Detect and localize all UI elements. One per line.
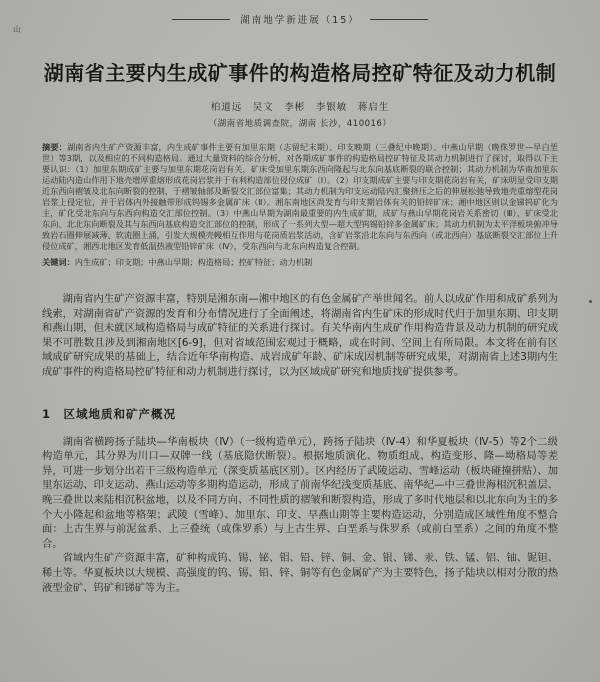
header-rule-left	[172, 19, 230, 20]
journal-title: 湖南地学新进展（15）	[240, 15, 360, 26]
section-number: 1	[42, 406, 52, 421]
scan-artifact	[589, 300, 592, 303]
header-rule-right	[370, 19, 428, 20]
authors-line: 柏道远 吴文 李彬 李银敏 蒋启生	[210, 102, 390, 113]
intro-paragraph: 湖南省内生矿产资源丰富，特别是湘东南—湘中地区的有色金属矿产举世闻名。前人以成矿作用和成矿系列为线索，对湖南省矿产资源的发育和分布情况进行了全面阐述，将湖南省内生矿床的形成时代归于加里东期、印支期和燕山期，但未就区域构造格局与成矿特征的关系进行探讨。有关华南内生成矿作用构造背景及动力机制的研究成果不可胜数且涉及到湘南地区[6-9]，但对省域范围宏观过于概略，或在时间、空间上有所局限。本文将在前有区域成矿研究成果的基础上，结合近年华南构造、成岩成矿年龄、矿床成因机制等研究成果，对湖南省上述3期内生成矿事件的构造格局控矿特征和动力机制进行探讨，以为区域成矿研究和地质找矿提供参考。	[42, 293, 558, 378]
abstract-label: 摘要：	[42, 142, 67, 152]
section-1-paragraph-1: 湖南省横跨扬子陆块—华南板块（Ⅳ）（一级构造单元），跨扬子陆块（Ⅳ-4）和华夏板块（Ⅳ-5）等2个二级构造单元，其分界为川口—双牌一线（基底隐伏断裂）。根据地质演化、物质组成、构造变形、隆—坳格局等差异，可进一步划分出若干三级构造单元（深变质基底区别）。区内经历了武陵运动、雪峰运动（板块碰撞拼贴）、加里东运动、印支运动、燕山运动等多期构造运动，形成了前南华纪浅变质基底、南华纪—中三叠世海相沉积盖层、晚三叠世以来陆相沉积盆地，以及不同方向、不同性质的褶皱和断裂构造，形成了多时代地层和以北东向为主的多个大小隆起和盆地等格架；武陵（雪峰）、加里东、印支、早燕山期等主要构造运动，分别造成区域性角度不整合面：上古生界与前泥盆系、上三叠统（或侏罗系）与上古生界、白垩系与侏罗系（或前白垩系）之间的角度不整合。	[42, 435, 558, 550]
abstract-paragraph	[42, 142, 558, 252]
section-1-heading	[42, 406, 558, 422]
keywords-label: 关键词：	[42, 257, 75, 267]
section-1-paragraph-2: 省域内生矿产资源丰富，矿种构成钨、锡、铋、钼、铅、锌、铜、金、银、锑、汞、铁、锰、铝、铀、铌钽、稀土等。华夏板块以大规模、高强度的钨、锡、铅、锌、铜等有色金属矿产为主要特色，扬子陆块以相对分散的热液型金矿、钨矿和锑矿等为主。	[42, 552, 558, 594]
journal-header	[42, 12, 558, 26]
scan-artifact: 山	[13, 25, 21, 34]
keywords-text: 内生成矿；印支期；中燕山早期；构造格局；控矿特征；动力机制	[74, 257, 313, 267]
keywords-line	[42, 257, 558, 268]
section-title: 区域地质和矿产概况	[63, 406, 177, 421]
affiliation-line: （湖南省地质调查院，湖南 长沙，410016）	[208, 119, 392, 129]
abstract-text: 湖南省内生矿产资源丰富，内生成矿事件主要有加里东期（志留纪末期）、印支晚期（三叠纪中晚期）、中燕山早期（晚侏罗世—早白垩世）等3期，以及相应的不同构造格局。通过大量资料的综合分析，对各期成矿事件的构造格局控矿特征及其动力机制进行了探讨，取得以下主要认识：（1）加里东期成矿主要与加里东期花岗岩有关，矿床受加里东期东西向隆起与北东向基底断裂的联合控制；其动力机制为华南加里东运动陆内造山作用下地壳增厚重熔形成花岗岩浆并于有利构造部位侵位成矿（Ⅰ）。（2）印支期成矿主要与印支期花岗岩有关，矿床明显受印支期近东西向褶皱及北东向断裂的控制，于褶皱轴部及断裂交汇部位富集；其动力机制为印支运动陆内汇聚挤压之后的伸展松弛导致地壳重熔型花岗岩浆上侵定位，并于岩体内外接触带形成钨锡多金属矿床（Ⅱ）。湘东南地区尚发育与印支期岩体有关的铅锌矿床；湘中地区则以金锑钨矿化为主，矿化受北东向与东西向构造交汇部位控制。（3）中燕山早期为湖南最重要的内生成矿期，成矿与燕山早期花岗岩关系密切（Ⅲ），矿床受北东向、北北东向断裂及其与东西向基底构造交汇部位的控制，形成了一系列大型—超大型钨锡铅锌多金属矿床；其动力机制为太平洋板块俯冲导致岩石圈伸展减薄、软流圈上涌，引发大规模壳幔相互作用与花岗质岩浆活动，含矿岩浆沿北东向与东西向（或北西向）基底断裂交汇部位上升侵位成矿，湘西北地区发育低温热液型铅锌矿床（Ⅳ），受东西向与北东向构造复合控制。	[42, 142, 558, 251]
paper-title: 湖南省主要内生成矿事件的构造格局控矿特征及动力机制	[43, 61, 557, 85]
